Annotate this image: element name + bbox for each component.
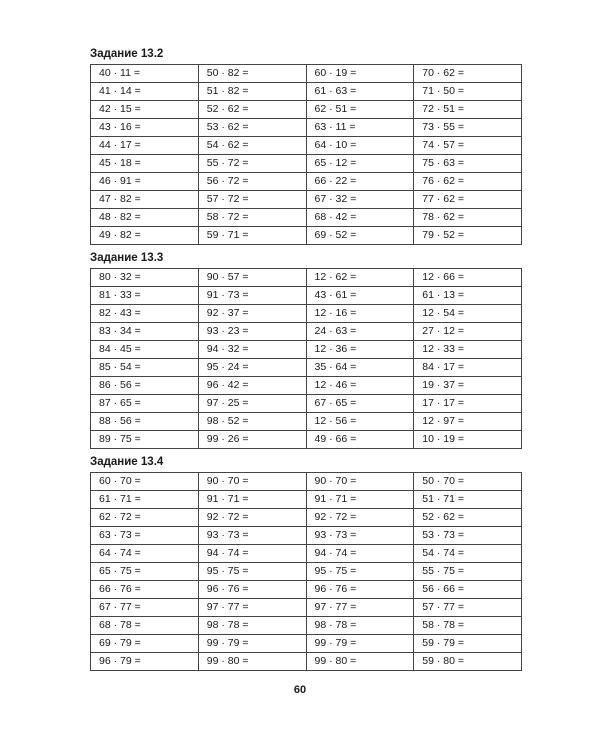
exercise-cell: 24 · 63 =: [306, 323, 414, 341]
table-row: [91, 191, 522, 209]
table-row: [91, 617, 522, 635]
table-row: [91, 491, 522, 509]
table-row: [91, 653, 522, 671]
table-row: [91, 563, 522, 581]
exercise-cell: 96 · 76 =: [198, 581, 306, 599]
exercise-cell: 47 · 82 =: [91, 191, 199, 209]
exercise-cell: 50 · 82 =: [198, 65, 306, 83]
table-row: [91, 65, 522, 83]
exercise-cell: 72 · 51 =: [414, 101, 522, 119]
table-row: [91, 473, 522, 491]
exercise-cell: 89 · 75 =: [91, 431, 199, 449]
exercise-cell: 92 · 72 =: [198, 509, 306, 527]
table-row: [91, 359, 522, 377]
exercise-table-13-4: [90, 472, 522, 671]
exercise-cell: 96 · 76 =: [306, 581, 414, 599]
exercise-cell: 12 · 16 =: [306, 305, 414, 323]
exercise-cell: 96 · 42 =: [198, 377, 306, 395]
exercise-cell: 79 · 52 =: [414, 227, 522, 245]
exercise-cell: 51 · 71 =: [414, 491, 522, 509]
exercise-cell: 54 · 62 =: [198, 137, 306, 155]
exercise-cell: 65 · 75 =: [91, 563, 199, 581]
exercise-cell: 10 · 19 =: [414, 431, 522, 449]
exercise-cell: 88 · 56 =: [91, 413, 199, 431]
table-row: [91, 635, 522, 653]
exercise-cell: 90 · 70 =: [198, 473, 306, 491]
exercise-cell: 59 · 80 =: [414, 653, 522, 671]
table-row: [91, 287, 522, 305]
exercise-cell: 96 · 79 =: [91, 653, 199, 671]
exercise-cell: 12 · 62 =: [306, 269, 414, 287]
exercise-cell: 60 · 70 =: [91, 473, 199, 491]
exercise-cell: 42 · 15 =: [91, 101, 199, 119]
table-row: [91, 413, 522, 431]
exercise-cell: 46 · 91 =: [91, 173, 199, 191]
exercise-cell: 17 · 17 =: [414, 395, 522, 413]
exercise-cell: 95 · 75 =: [198, 563, 306, 581]
exercise-cell: 44 · 17 =: [91, 137, 199, 155]
exercise-cell: 98 · 52 =: [198, 413, 306, 431]
exercise-cell: 73 · 55 =: [414, 119, 522, 137]
exercise-cell: 60 · 19 =: [306, 65, 414, 83]
exercise-cell: 98 · 78 =: [306, 617, 414, 635]
exercise-cell: 61 · 63 =: [306, 83, 414, 101]
table-row: [91, 83, 522, 101]
exercise-cell: 63 · 73 =: [91, 527, 199, 545]
exercise-cell: 27 · 12 =: [414, 323, 522, 341]
exercise-cell: 99 · 26 =: [198, 431, 306, 449]
exercise-cell: 58 · 72 =: [198, 209, 306, 227]
section-title-13-2: Задание 13.2: [90, 48, 164, 60]
exercise-cell: 80 · 32 =: [91, 269, 199, 287]
exercise-cell: 52 · 62 =: [198, 101, 306, 119]
table-row: [91, 305, 522, 323]
table-row: [91, 431, 522, 449]
exercise-cell: 45 · 18 =: [91, 155, 199, 173]
exercise-cell: 99 · 79 =: [198, 635, 306, 653]
table-row: [91, 527, 522, 545]
exercise-cell: 71 · 50 =: [414, 83, 522, 101]
exercise-cell: 43 · 61 =: [306, 287, 414, 305]
exercise-cell: 91 · 71 =: [306, 491, 414, 509]
table-row: [91, 119, 522, 137]
exercise-cell: 41 · 14 =: [91, 83, 199, 101]
exercise-cell: 56 · 72 =: [198, 173, 306, 191]
exercise-cell: 78 · 62 =: [414, 209, 522, 227]
exercise-cell: 59 · 71 =: [198, 227, 306, 245]
exercise-cell: 12 · 36 =: [306, 341, 414, 359]
exercise-cell: 95 · 24 =: [198, 359, 306, 377]
exercise-cell: 86 · 56 =: [91, 377, 199, 395]
exercise-cell: 93 · 23 =: [198, 323, 306, 341]
exercise-cell: 92 · 72 =: [306, 509, 414, 527]
exercise-cell: 97 · 77 =: [306, 599, 414, 617]
table-row: [91, 173, 522, 191]
exercise-cell: 48 · 82 =: [91, 209, 199, 227]
exercise-cell: 70 · 62 =: [414, 65, 522, 83]
table-row: [91, 341, 522, 359]
exercise-cell: 69 · 79 =: [91, 635, 199, 653]
table-row: [91, 509, 522, 527]
exercise-cell: 97 · 25 =: [198, 395, 306, 413]
exercise-cell: 65 · 12 =: [306, 155, 414, 173]
exercise-cell: 12 · 66 =: [414, 269, 522, 287]
exercise-cell: 61 · 13 =: [414, 287, 522, 305]
exercise-cell: 85 · 54 =: [91, 359, 199, 377]
exercise-cell: 94 · 74 =: [198, 545, 306, 563]
exercise-cell: 81 · 33 =: [91, 287, 199, 305]
exercise-cell: 63 · 11 =: [306, 119, 414, 137]
exercise-cell: 93 · 73 =: [306, 527, 414, 545]
section-title-13-3: Задание 13.3: [90, 252, 164, 264]
table-row: [91, 545, 522, 563]
table-row: [91, 137, 522, 155]
exercise-cell: 94 · 32 =: [198, 341, 306, 359]
exercise-cell: 55 · 72 =: [198, 155, 306, 173]
exercise-cell: 94 · 74 =: [306, 545, 414, 563]
exercise-cell: 12 · 46 =: [306, 377, 414, 395]
exercise-cell: 84 · 17 =: [414, 359, 522, 377]
exercise-cell: 66 · 22 =: [306, 173, 414, 191]
exercise-cell: 53 · 73 =: [414, 527, 522, 545]
exercise-cell: 66 · 76 =: [91, 581, 199, 599]
exercise-cell: 77 · 62 =: [414, 191, 522, 209]
page-number: 60: [293, 684, 307, 696]
table-row: [91, 269, 522, 287]
exercise-cell: 12 · 56 =: [306, 413, 414, 431]
exercise-cell: 69 · 52 =: [306, 227, 414, 245]
exercise-cell: 91 · 71 =: [198, 491, 306, 509]
exercise-cell: 67 · 65 =: [306, 395, 414, 413]
exercise-cell: 57 · 77 =: [414, 599, 522, 617]
exercise-cell: 82 · 43 =: [91, 305, 199, 323]
exercise-cell: 75 · 63 =: [414, 155, 522, 173]
exercise-cell: 50 · 70 =: [414, 473, 522, 491]
exercise-cell: 68 · 42 =: [306, 209, 414, 227]
exercise-cell: 55 · 75 =: [414, 563, 522, 581]
table-row: [91, 323, 522, 341]
exercise-cell: 12 · 33 =: [414, 341, 522, 359]
exercise-cell: 58 · 78 =: [414, 617, 522, 635]
exercise-cell: 64 · 74 =: [91, 545, 199, 563]
exercise-cell: 62 · 51 =: [306, 101, 414, 119]
exercise-cell: 95 · 75 =: [306, 563, 414, 581]
exercise-cell: 43 · 16 =: [91, 119, 199, 137]
table-row: [91, 227, 522, 245]
exercise-cell: 93 · 73 =: [198, 527, 306, 545]
exercise-table-13-3: [90, 268, 522, 449]
exercise-cell: 84 · 45 =: [91, 341, 199, 359]
exercise-cell: 92 · 37 =: [198, 305, 306, 323]
exercise-cell: 98 · 78 =: [198, 617, 306, 635]
exercise-cell: 52 · 62 =: [414, 509, 522, 527]
exercise-cell: 40 · 11 =: [91, 65, 199, 83]
exercise-cell: 99 · 79 =: [306, 635, 414, 653]
exercise-cell: 90 · 57 =: [198, 269, 306, 287]
exercise-cell: 91 · 73 =: [198, 287, 306, 305]
table-row: [91, 599, 522, 617]
exercise-table-13-2: [90, 64, 522, 245]
exercise-cell: 97 · 77 =: [198, 599, 306, 617]
exercise-cell: 12 · 97 =: [414, 413, 522, 431]
exercise-cell: 99 · 80 =: [198, 653, 306, 671]
exercise-cell: 54 · 74 =: [414, 545, 522, 563]
exercise-cell: 62 · 72 =: [91, 509, 199, 527]
table-row: [91, 209, 522, 227]
exercise-cell: 19 · 37 =: [414, 377, 522, 395]
exercise-cell: 68 · 78 =: [91, 617, 199, 635]
exercise-cell: 90 · 70 =: [306, 473, 414, 491]
table-row: [91, 581, 522, 599]
exercise-cell: 51 · 82 =: [198, 83, 306, 101]
exercise-cell: 67 · 77 =: [91, 599, 199, 617]
table-row: [91, 101, 522, 119]
exercise-cell: 49 · 66 =: [306, 431, 414, 449]
exercise-cell: 35 · 64 =: [306, 359, 414, 377]
exercise-cell: 53 · 62 =: [198, 119, 306, 137]
exercise-cell: 49 · 82 =: [91, 227, 199, 245]
exercise-cell: 61 · 71 =: [91, 491, 199, 509]
exercise-cell: 56 · 66 =: [414, 581, 522, 599]
exercise-cell: 12 · 54 =: [414, 305, 522, 323]
table-row: [91, 155, 522, 173]
exercise-cell: 57 · 72 =: [198, 191, 306, 209]
exercise-cell: 59 · 79 =: [414, 635, 522, 653]
table-row: [91, 395, 522, 413]
exercise-cell: 83 · 34 =: [91, 323, 199, 341]
table-row: [91, 377, 522, 395]
section-title-13-4: Задание 13.4: [90, 456, 164, 468]
exercise-cell: 99 · 80 =: [306, 653, 414, 671]
exercise-cell: 87 · 65 =: [91, 395, 199, 413]
exercise-cell: 74 · 57 =: [414, 137, 522, 155]
exercise-cell: 64 · 10 =: [306, 137, 414, 155]
exercise-cell: 76 · 62 =: [414, 173, 522, 191]
exercise-cell: 67 · 32 =: [306, 191, 414, 209]
